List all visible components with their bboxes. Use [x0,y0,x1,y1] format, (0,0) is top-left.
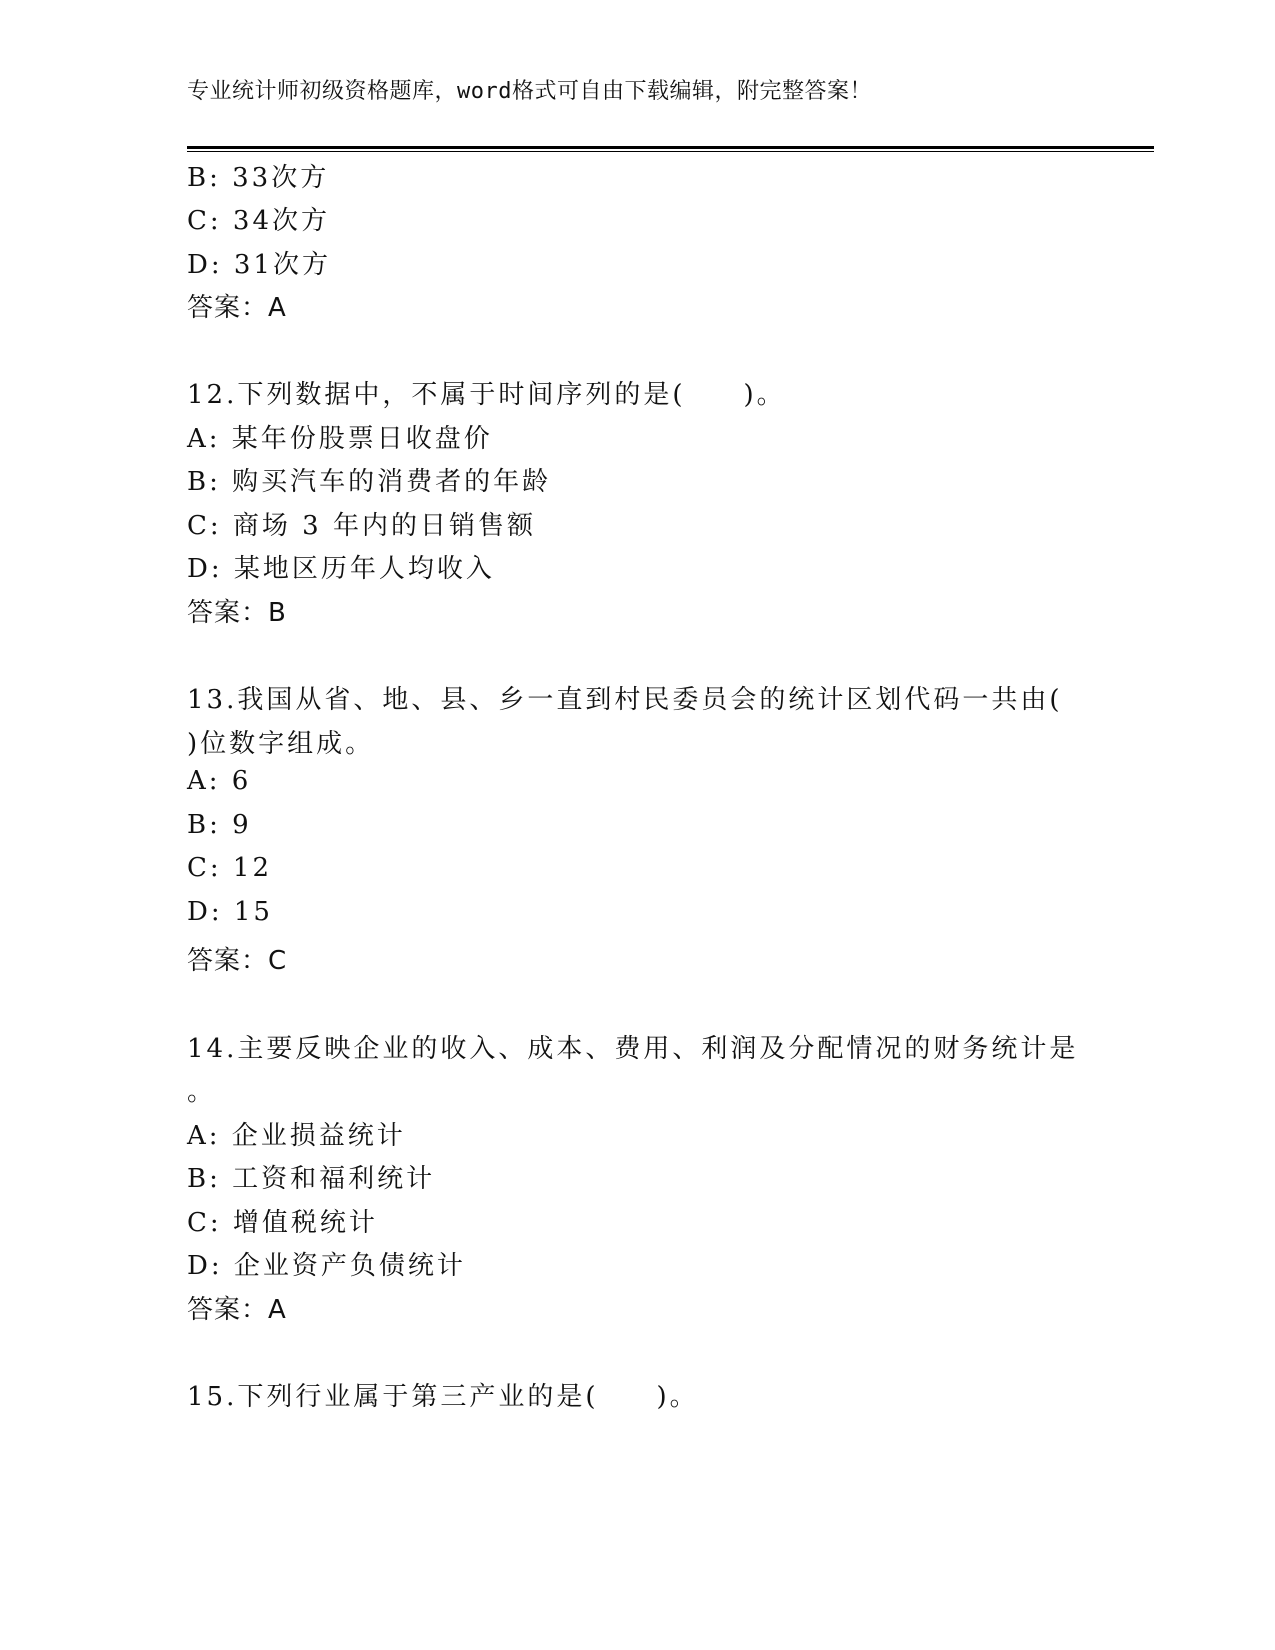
q14-stem-line1: 14.主要反映企业的收入、成本、费用、利润及分配情况的财务统计是 [187,1034,1079,1064]
q12-stem: 12.下列数据中，不属于时间序列的是( )。 [187,380,786,410]
q13-option-d: D: 15 [187,897,273,927]
q11-answer: 答案：A [187,293,287,323]
q11-option-c: C: 34次方 [187,206,331,236]
q13-option-a: A: 6 [187,766,252,796]
q15-stem: 15.下列行业属于第三产业的是( )。 [187,1382,699,1412]
q14-answer: 答案：A [187,1295,287,1325]
q12-option-a: A: 某年份股票日收盘价 [187,424,493,454]
q13-option-c: C: 12 [187,853,273,883]
q13-stem-line2: )位数字组成。 [187,729,375,759]
q14-option-d: D: 企业资产负债统计 [187,1251,466,1281]
q14-option-a: A: 企业损益统计 [187,1121,406,1151]
q13-stem-line1: 13.我国从省、地、县、乡一直到村民委员会的统计区划代码一共由( [187,685,1063,715]
q11-option-d: D: 31次方 [187,250,331,280]
q12-option-b: B: 购买汽车的消费者的年龄 [187,467,552,497]
q13-answer: 答案：C [187,946,288,976]
q14-option-b: B: 工资和福利统计 [187,1164,436,1194]
q14-option-c: C: 增值税统计 [187,1208,378,1238]
q12-answer: 答案：B [187,598,287,628]
header-rule-thin [187,151,1154,152]
q13-option-b: B: 9 [187,810,252,840]
q11-option-b: B: 33次方 [187,163,330,193]
page-header: 专业统计师初级资格题库，word格式可自由下载编辑，附完整答案！ [187,79,872,104]
q12-option-c: C: 商场 3 年内的日销售额 [187,511,536,541]
q12-option-d: D: 某地区历年人均收入 [187,554,495,584]
q14-stem-line2: 。 [187,1077,217,1107]
header-rule-thick [187,146,1154,149]
